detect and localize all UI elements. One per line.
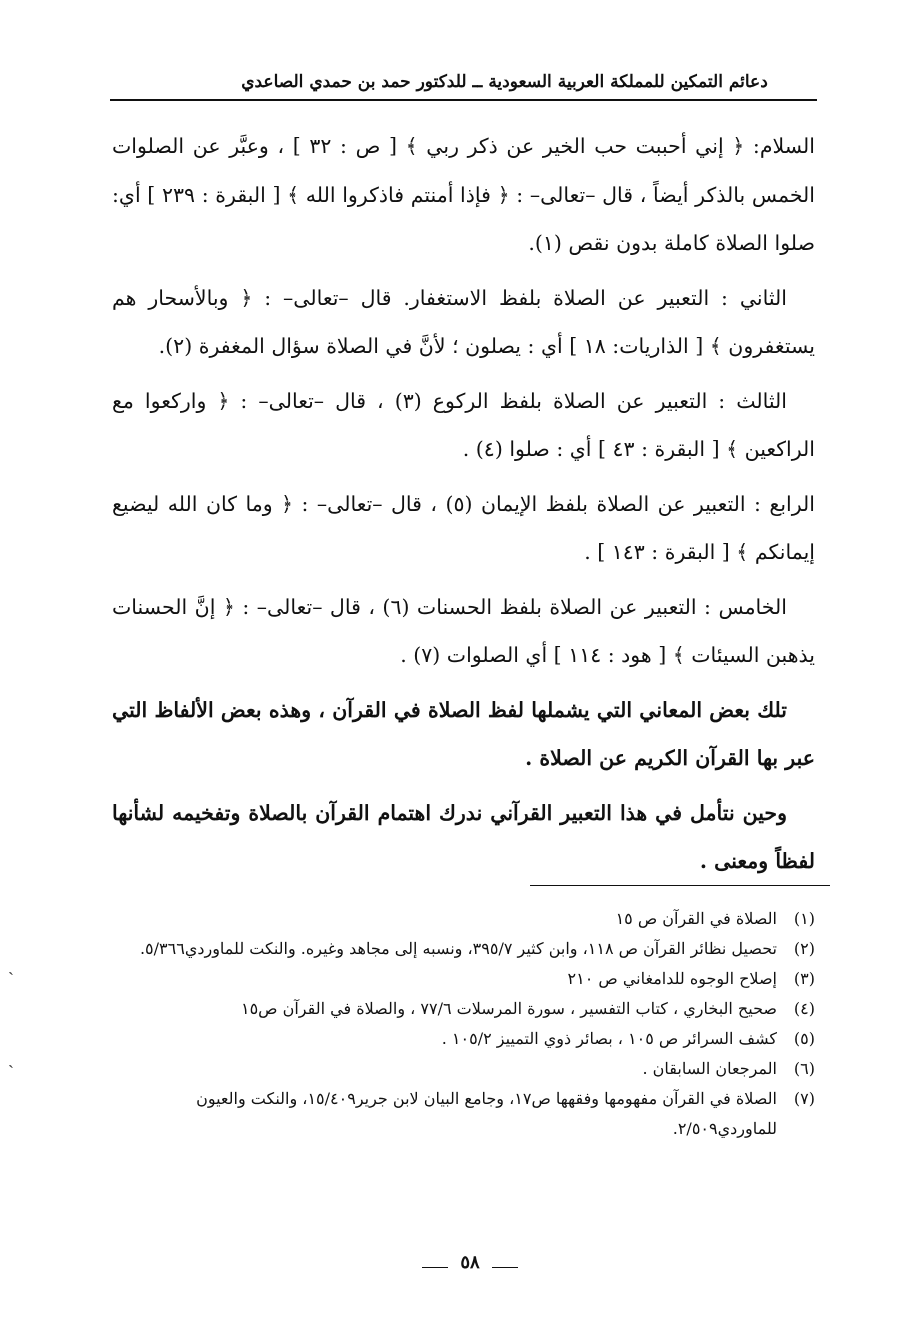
footnote-1 bbox=[120, 904, 815, 934]
footnotes bbox=[120, 904, 815, 1144]
footnote-number: (٣) bbox=[793, 969, 815, 988]
footnote-number: (٦) bbox=[793, 1059, 815, 1078]
footnote-6 bbox=[120, 1054, 815, 1084]
page-number: ٥٨ bbox=[400, 1252, 540, 1273]
paragraph-2: الثاني : التعبير عن الصلاة بلفظ الاستغفار. قال –تعالى– : ﴿ وبالأسحار هم يستغفرون ﴾ [ الذاريات: ١٨ ] أي : يصلون ؛ لأنَّ في الصلاة سؤال المغفرة (٢). bbox=[112, 285, 815, 358]
footnote-number: (١) bbox=[793, 909, 815, 928]
margin-speck: ˏ bbox=[8, 1048, 14, 1069]
footnote-text: صحيح البخاري ، كتاب التفسير ، سورة المرسلات ٧٧/٦ ، والصلاة في القرآن ص١٥ bbox=[240, 999, 777, 1018]
footnote-text: الصلاة في القرآن ص ١٥ bbox=[615, 909, 777, 928]
footnote-separator bbox=[530, 885, 830, 886]
footnote-2 bbox=[120, 934, 815, 964]
margin-speck: ˏ bbox=[8, 955, 14, 976]
paragraph-5: الخامس : التعبير عن الصلاة بلفظ الحسنات (٦) ، قال –تعالى– : ﴿ إنَّ الحسنات يذهبن السيئات ﴾ [ هود : ١١٤ ] أي الصلوات (٧) . bbox=[112, 594, 815, 667]
running-header: دعائم التمكين للمملكة العربية السعودية ــ للدكتور حمد بن حمدي الصاعدي bbox=[241, 72, 768, 92]
footnote-text: إصلاح الوجوه للدامغاني ص ٢١٠ bbox=[567, 969, 777, 988]
main-text bbox=[112, 122, 815, 892]
footnote-5 bbox=[120, 1024, 815, 1054]
footnote-3 bbox=[120, 964, 815, 994]
paragraph-3: الثالث : التعبير عن الصلاة بلفظ الركوع (٣) ، قال –تعالى– : ﴿ واركعوا مع الراكعين ﴾ [ البقرة : ٤٣ ] أي : صلوا (٤) . bbox=[112, 388, 815, 461]
footnote-text: كشف السرائر ص ١٠٥ ، بصائر ذوي التمييز ١٠٥/٢ . bbox=[441, 1029, 777, 1048]
paragraph-1: السلام: ﴿ إني أحببت حب الخير عن ذكر ربي ﴾ [ ص : ٣٢ ] ، وعبَّر عن الصلوات الخمس بالذكر أيضاً ، قال –تعالى– : ﴿ فإذا أمنتم فاذكروا الله ﴾ [ البقرة : ٢٣٩ ] أي: صلوا الصلاة كاملة بدون نقص (١). bbox=[112, 134, 815, 255]
footnote-7 bbox=[120, 1084, 815, 1144]
paragraph-7: وحين نتأمل في هذا التعبير القرآني ندرك اهتمام القرآن بالصلاة وتفخيمه لشأنها لفظاً ومعنى . bbox=[112, 800, 815, 873]
footnote-number: (٢) bbox=[793, 939, 815, 958]
footnote-number: (٤) bbox=[793, 999, 815, 1018]
paragraph-4: الرابع : التعبير عن الصلاة بلفظ الإيمان (٥) ، قال –تعالى– : ﴿ وما كان الله ليضيع إيمانكم ﴾ [ البقرة : ١٤٣ ] . bbox=[112, 491, 815, 564]
footnote-4 bbox=[120, 994, 815, 1024]
paragraph-6: تلك بعض المعاني التي يشملها لفظ الصلاة في القرآن ، وهذه بعض الألفاظ التي عبر بها القرآن الكريم عن الصلاة . bbox=[112, 697, 815, 770]
header-rule bbox=[110, 99, 817, 101]
footnote-number: (٧) bbox=[793, 1089, 815, 1108]
footnote-number: (٥) bbox=[793, 1029, 815, 1048]
footnote-text: المرجعان السابقان . bbox=[642, 1059, 777, 1078]
footnote-text: الصلاة في القرآن مفهومها وفقهها ص١٧، وجامع البيان لابن جرير١٥/٤٠٩، والنكت والعيون للماوردي٢/٥٠٩. bbox=[196, 1089, 777, 1138]
footnote-text: تحصيل نظائر القرآن ص ١١٨، وابن كثير ٣٩٥/٧، ونسبه إلى مجاهد وغيره. والنكت للماوردي٥/٣٦٦. bbox=[139, 939, 777, 958]
